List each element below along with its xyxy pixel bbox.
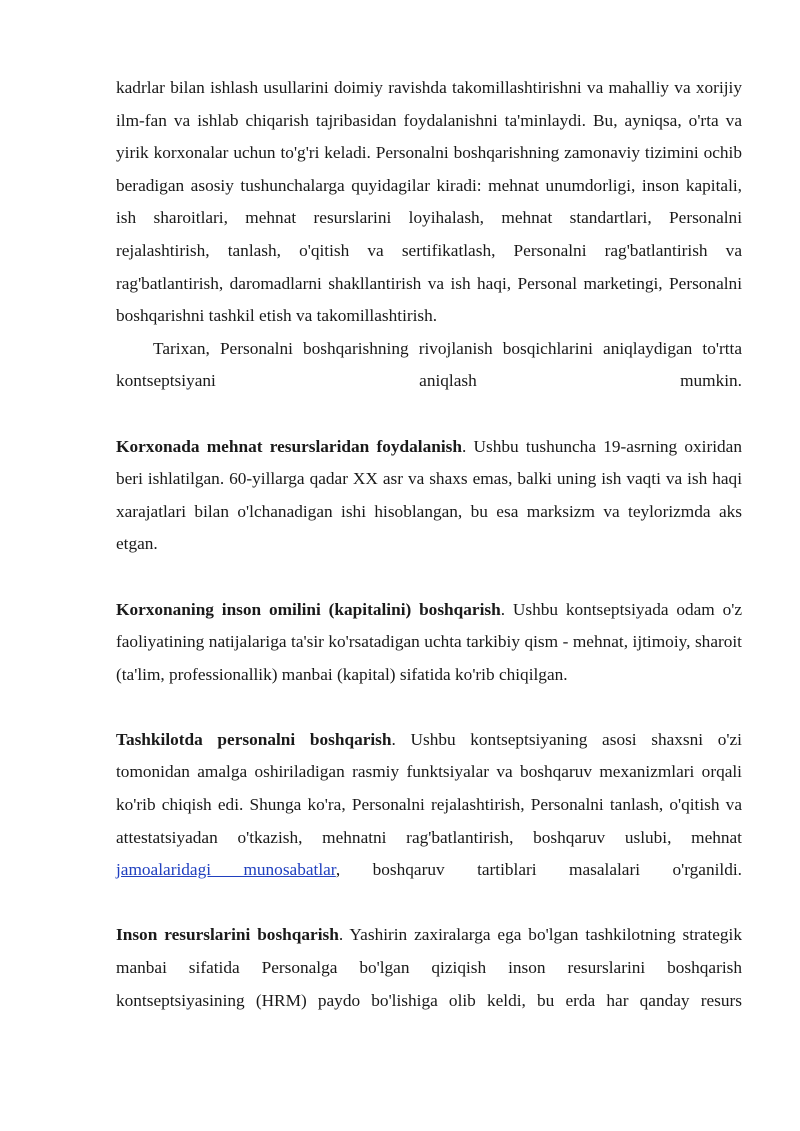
concept-paragraph-3 xyxy=(116,724,742,887)
concept-title-3: Tashkilotda personalni boshqarish xyxy=(116,729,392,749)
concept-title-1: Korxonada mehnat resurslaridan foydalanish xyxy=(116,436,462,456)
paragraph-spacer xyxy=(116,398,742,431)
concept-text-1: . Ushbu tushuncha 19-asrning oxiridan beri ishlatilgan. 60-yillarga qadar XX asr va shaxs emas, balki uning ish vaqti va ish haqi xarajatlari bilan o'lchanadigan ishi hisoblangan, bu esa marksizm va teylorizmda aks etgan. xyxy=(116,436,742,554)
paragraph-spacer xyxy=(116,561,742,594)
concept-title-4: Inson resurslarini boshqarish xyxy=(116,925,339,945)
concept-text-3a: . Ushbu kontseptsiyaning asosi shaxsni o'zi tomonidan amalga oshiriladigan rasmiy funktsiyalar va boshqaruv mexanizmlari orqali ko'rib chiqish edi. Shunga ko'ra, Personalni rejalashtirish, Personalni tanlash, o'qitish va attestatsiyadan o'tkazish, mehnatni rag'batlantirish, boshqaruv uslubi, mehnat xyxy=(116,729,742,847)
concept-text-3b: , boshqaruv tartiblari masalalari o'rganildi. xyxy=(335,860,742,880)
paragraph-spacer xyxy=(116,887,742,920)
concept-paragraph-2 xyxy=(116,594,742,692)
intro-paragraph: Tarixan, Personalni boshqarishning rivojlanish bosqichlarini aniqlaydigan to'rtta kontseptsiyani aniqlash mumkin. xyxy=(116,338,742,391)
concept-paragraph-1 xyxy=(116,431,742,561)
paragraph-spacer xyxy=(116,691,742,724)
concept-paragraph-4 xyxy=(116,919,742,1017)
concept-text-2: . Ushbu kontseptsiyada odam o'z faoliyatining natijalariga ta'sir ko'rsatadigan uchta tarkibiy qism - mehnat, ijtimoiy, sharoit (ta'lim, professionallik) manbai (kapital) sifatida ko'rib chiqilgan. xyxy=(116,599,742,684)
concept-text-4: . Yashirin zaxiralarga ega bo'lgan tashkilotning strategik manbai sifatida Personalga bo'lgan qiziqish inson resurslarini boshqarish kontseptsiyasining (HRM) paydo bo'lishiga olib keldi, bu erda har qanday resurs xyxy=(116,925,742,1010)
body-paragraph: kadrlar bilan ishlash usullarini doimiy ravishda takomillashtirishni va mahalliy va xorijiy ilm-fan va ishlab chiqarish tajribasidan foydalanishni ta'minlaydi. Bu, ayniqsa, o'rta va yirik korxonalar uchun to'g'ri keladi. Personalni boshqarishning zamonaviy tizimini ochib beradigan asosiy tushunchalarga quyidagilar kiradi: mehnat unumdorligi, inson kapitali, ish sharoitlari, mehnat resurslarini loyihalash, mehnat standartlari, Personalni rejalashtirish, tanlash, o'qitish va sertifikatlash, Personalni rag'batlantirish va rag'batlantirish, daromadlarni shakllantirish va ish haqi, Personal marketingi, Personalni boshqarishni tashkil etish va takomillashtirish. xyxy=(116,78,742,326)
concept-title-2: Korxonaning inson omilini (kapitalini) boshqarish xyxy=(116,599,501,619)
hyperlink-jamoalaridagi-munosabatlar[interactable]: jamoalaridagi munosabatlar xyxy=(116,860,336,880)
